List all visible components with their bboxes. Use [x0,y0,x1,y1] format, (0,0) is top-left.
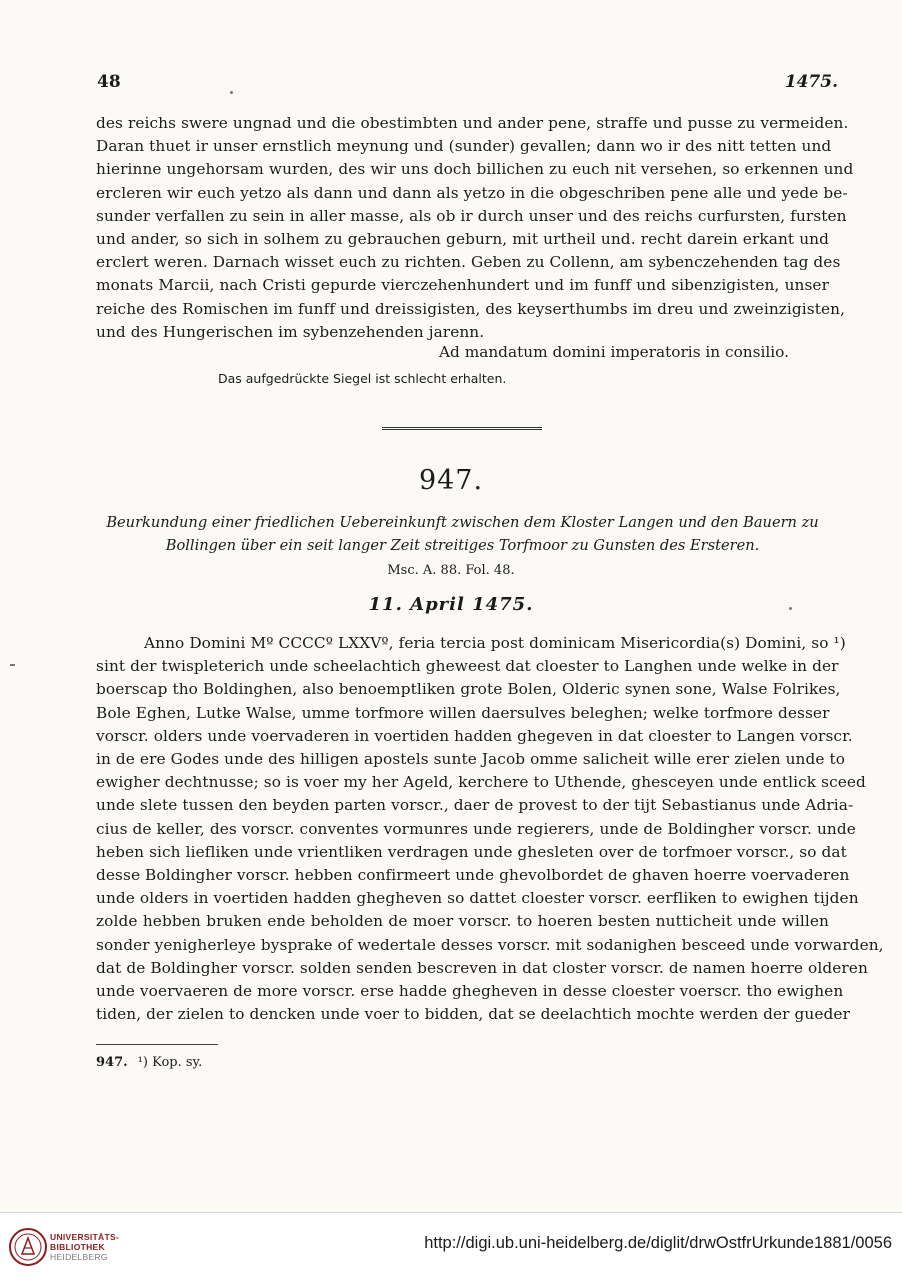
footnote-text: ¹) Kop. sy. [137,1055,203,1070]
library-name-line: HEIDELBERG [50,1252,108,1262]
regest-summary [96,512,829,557]
header-year: 1475. [784,72,838,92]
text-line: erclert weren. Darnach wisset euch zu richten. Geben zu Collenn, am sybenczehenden tag des [96,253,841,272]
text-line: desse Boldingher vorscr. hebben confirmeert unde ghevolbordet de ghaven hoerre voervaderen [96,866,850,885]
document-number: 947. [418,465,484,496]
text-line: hierinne ungehorsam wurden, des wir uns doch billichen zu euch nit versehen, so erkennen und [96,160,854,179]
seal-note: Das aufgedrückte Siegel ist schlecht erhalten. [218,371,507,386]
text-line: dat de Boldingher vorscr. solden senden bescreven in dat closter vorscr. de namen hoerre olderen [96,958,868,977]
text-line: tiden, der zielen to dencken unde voer to bidden, dat se deelachtich mochte werden der gueder [96,1005,850,1024]
text-line: und ander, so sich in solhem zu gebrauchen geburn, mit urtheil und. recht darein erkant und [96,230,829,249]
text-line: sunder verfallen zu sein in aller masse, als ob ir durch unser und des reichs curfursten, fursten [96,206,847,225]
text-line: Daran thuet ir unser ernstlich meynung und (sunder) gevallen; dann wo ir des nitt tetten und [96,137,832,156]
signature-line: Ad mandatum domini imperatoris in consilio. [439,343,789,361]
page-number: 48 [97,72,121,92]
text-line: des reichs swere ungnad und die obestimbten und ander pene, straffe und pusse zu vermeiden. [96,114,849,132]
text-line: reiche des Romischen im funff und dreissigisten, des keyserthumbs im dreu und zweinzigisten, [96,299,846,318]
viewer-footer-bar [0,1212,902,1281]
text-line: zolde hebben bruken ende beholden de moer vorscr. to hoeren besten nutticheit unde willen [96,912,829,931]
scan-speck [10,664,15,666]
text-line: in de ere Godes unde des hilligen apostels sunte Jacob omme salicheit wille erer zielen unde to [96,750,846,769]
text-line: vorscr. olders unde voervaderen in voertiden hadden ghegeven in dat cloester to Langen vorscr. [96,726,853,745]
text-line: ercleren wir euch yetzo als dann und dann als yetzo in die obgeschriben pene alle und yede be- [96,183,848,202]
text-line: heben sich liefliken unde vrientliken verdragen unde ghesleten over de torfmoer vorscr., so dat [96,842,847,861]
section-divider [382,427,542,430]
text-line: boerscap tho Boldinghen, also benoemptliken grote Bolen, Olderic synen sone, Walse Folrikes, [96,680,841,699]
text-line: Bole Eghen, Lutke Walse, umme torfmore willen daersulves beleghen; welke torfmore desser [96,703,830,722]
scan-speck [789,607,792,610]
text-line: sonder yenigherleye bysprake of wedertale desses vorscr. mit sodanighen besceed unde vorwarden, [96,935,884,954]
permalink-url[interactable]: http://digi.ub.uni-heidelberg.de/diglit/drwOstfrUrkunde1881/0056 [424,1234,892,1252]
text-line: unde slete tussen den beyden parten vorscr., daer de provest to der tijt Sebastianus unde Adria- [96,796,854,815]
library-name-line: BIBLIOTHEK [50,1242,105,1252]
text-line: sint der twispleterich unde scheelachtich gheweest dat cloester to Langhen unde welke in der [96,657,839,676]
text-line: monats Marcii, nach Cristi gepurde vierczehenhundert und im funff und sibenzigisten, unser [96,276,829,295]
text-line: cius de keller, des vorscr. conventes vormunres unde regierers, unde de Boldingher vorscr. unde [96,819,856,838]
footnote [96,1055,202,1070]
scan-speck [230,91,233,94]
text-line: und des Hungerischen im sybenzehenden jarenn. [96,322,485,341]
document-date: 11. April 1475. [368,594,534,615]
library-name-line: UNIVERSITÄTS- [50,1232,120,1242]
footnote-divider [96,1044,218,1045]
library-logo-text [50,1232,119,1262]
university-seal-icon [8,1227,48,1267]
text-line: unde olders in voertiden hadden ghegheven so dattet cloester vorscr. eerfliken to ewighen tijden [96,889,859,908]
charter-text [96,632,884,1026]
letter-closing-paragraph [96,112,854,344]
source-reference: Msc. A. 88. Fol. 48. [387,563,515,578]
footnote-number: 947. [96,1055,128,1070]
text-line: Anno Domini Mº CCCCº LXXVº, feria tercia post dominicam Misericordia(s) Domini, so ¹) [144,634,846,652]
text-line: unde voervaeren de more vorscr. erse hadde ghegheven in desse cloester voerscr. tho ewighen [96,982,844,1001]
text-line: ewigher dechtnusse; so is voer my her Ageld, kerchere to Uthende, ghesceyen unde entlick sceed [96,773,866,792]
regest-line: Bollingen über ein seit langer Zeit streitiges Torfmoor zu Gunsten des Ersteren. [165,536,760,554]
regest-line: Beurkundung einer friedlichen Uebereinkunft zwischen dem Kloster Langen und den Bauern zu [106,514,819,531]
